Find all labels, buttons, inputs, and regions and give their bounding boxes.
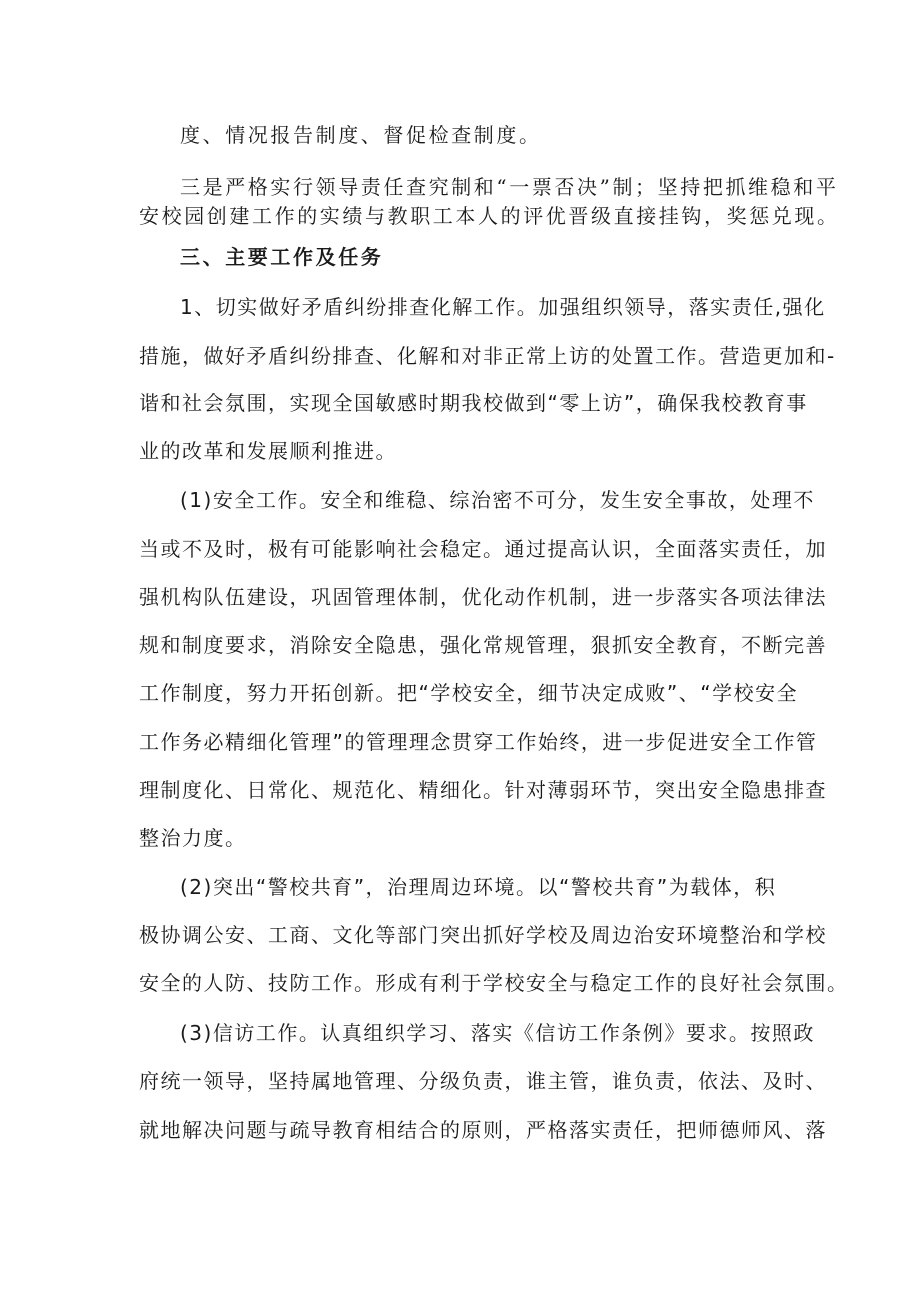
text-line: (2)突出“警校共育”，治理周边环境。以“警校共育”为载体，积 xyxy=(180,875,777,899)
text-line: 规和制度要求，消除安全隐患，强化常规管理，狠抓安全教育，不断完善 xyxy=(139,633,827,657)
text-line: 府统一领导，坚持属地管理、分级负责，谁主管，谁负责，依法、及时、 xyxy=(139,1069,827,1093)
text-line: (1)安全工作。安全和维稳、综治密不可分，发生安全事故，处理不 xyxy=(180,488,815,512)
text-line: 强机构队伍建设，巩固管理体制，优化动作机制，进一步落实各项法律法 xyxy=(139,585,827,609)
section-heading: 三、主要工作及任务 xyxy=(180,245,384,269)
text-line: 工作制度，努力开拓创新。把“学校安全，细节决定成败”、“学校安全 xyxy=(139,681,799,705)
text-line: 工作务必精细化管理”的管理理念贯穿工作始终，进一步促进安全工作管 xyxy=(139,730,818,754)
text-line: 当或不及时，极有可能影响社会稳定。通过提高认识，全面落实责任，加 xyxy=(139,537,827,561)
text-line: 业的改革和发展顺利推进。 xyxy=(139,439,397,463)
text-line: 整治力度。 xyxy=(139,826,247,850)
text-line: 谐和社会氛围，实现全国敏感时期我校做到“零上访”，确保我校教育事 xyxy=(139,391,808,415)
text-line: 安全的人防、技防工作。形成有利于学校安全与稳定工作的良好社会氛围。 xyxy=(139,971,849,995)
text-line: 理制度化、日常化、规范化、精细化。针对薄弱环节，突出安全隐患排查 xyxy=(139,778,827,802)
text-line: 极协调公安、工商、文化等部门突出抓好学校及周边治安环境整治和学校 xyxy=(139,923,827,947)
text-line: 措施，做好矛盾纠纷排查、化解和对非正常上访的处置工作。营造更加和- xyxy=(139,344,836,368)
text-line: 1、切实做好矛盾纠纷排查化解工作。加强组织领导，落实责任,强化 xyxy=(180,295,826,319)
text-line: 安校园创建工作的实绩与教职工本人的评优晋级直接挂钩，奖惩兑现。 xyxy=(139,204,840,228)
text-line: (3)信访工作。认真组织学习、落实《信访工作条例》要求。按照政 xyxy=(180,1021,815,1045)
text-line: 三是严格实行领导责任查究制和“一票否决”制；坚持把抓维稳和平 xyxy=(180,175,839,199)
text-line: 就地解决问题与疏导教育相结合的原则，严格落实责任，把师德师风、落 xyxy=(139,1118,827,1142)
text-line: 度、情况报告制度、督促检查制度。 xyxy=(180,123,542,147)
